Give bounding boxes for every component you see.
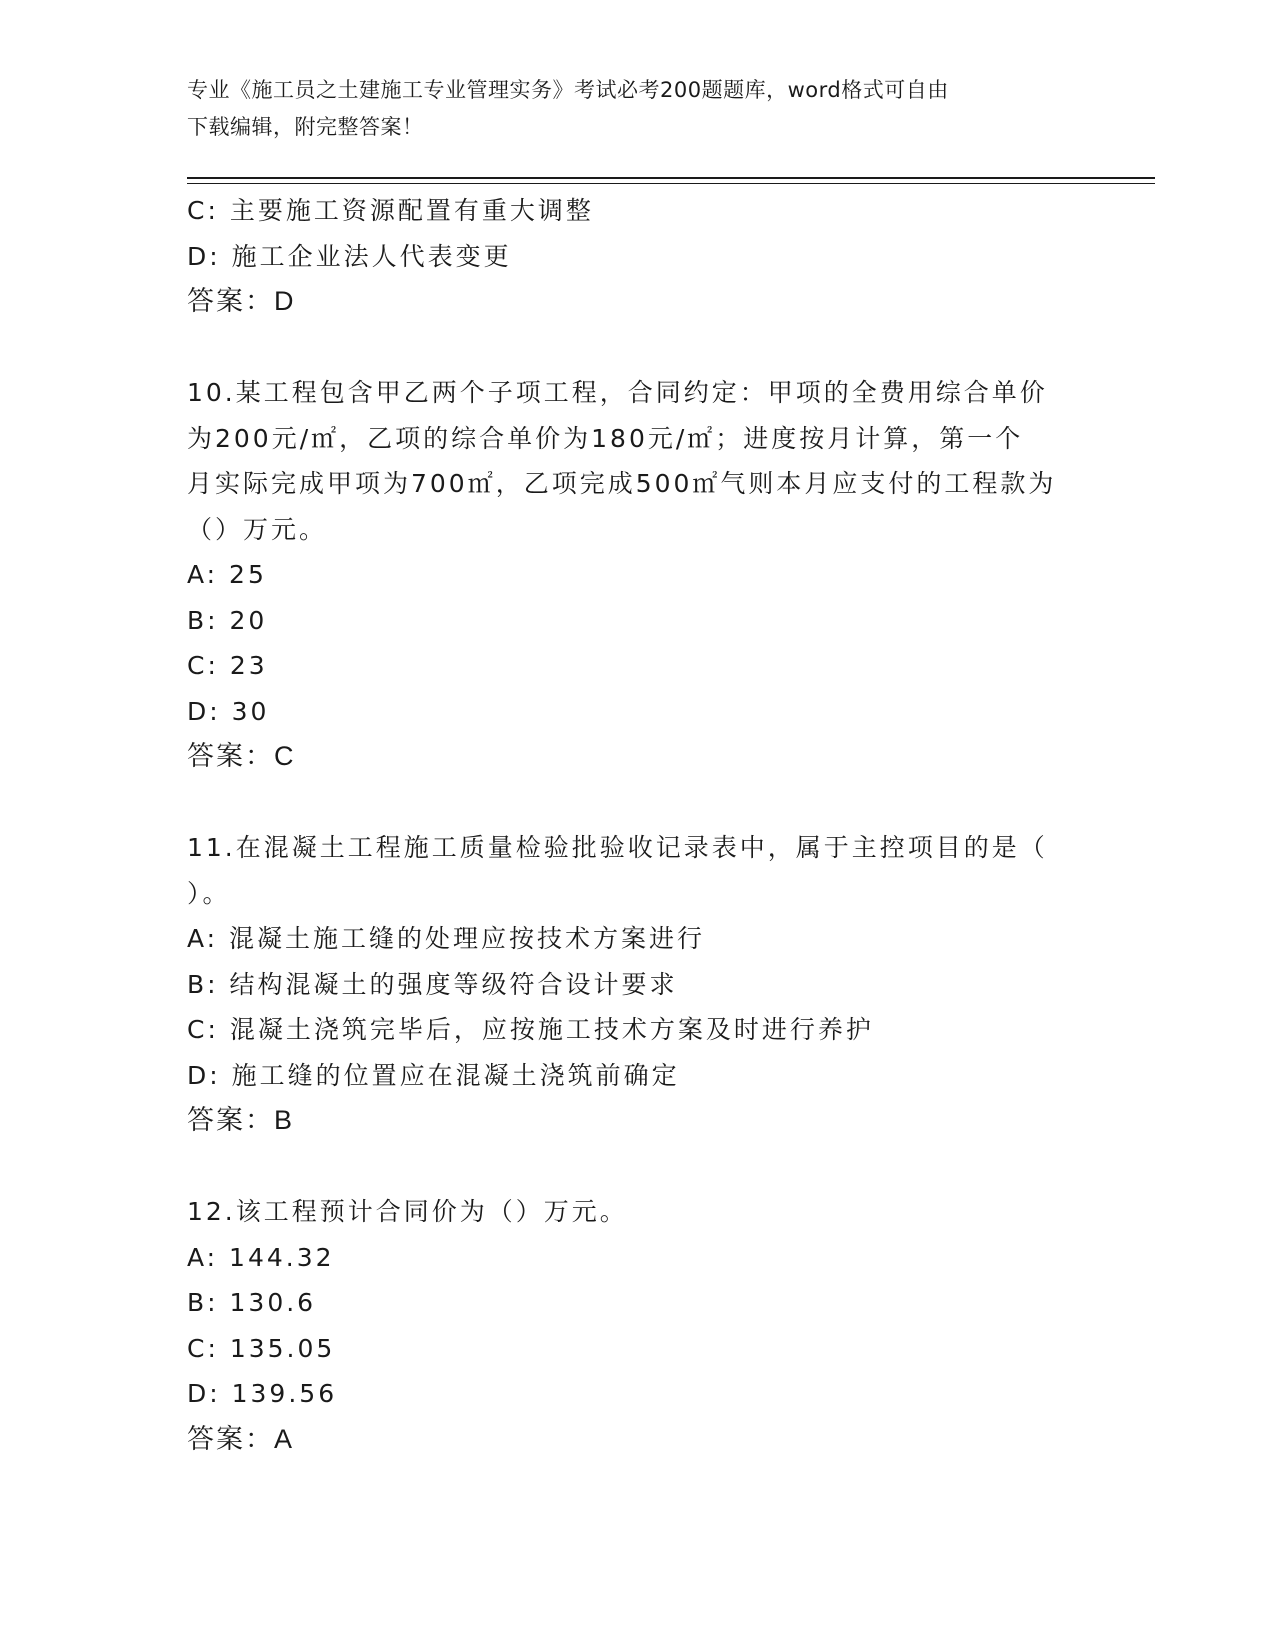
header-rule-thick xyxy=(187,177,1155,179)
question-content xyxy=(187,188,1087,1462)
option-d: D: 139.56 xyxy=(187,1379,338,1408)
question-stem-line: （）万元。 xyxy=(187,514,328,544)
answer-line: 答案：A xyxy=(187,1423,295,1454)
header-line-1: 专业《施工员之土建施工专业管理实务》考试必考200题题库，word格式可自由 xyxy=(187,78,949,102)
answer-line: 答案：D xyxy=(187,286,296,316)
option-a: A: 混凝土施工缝的处理应按技术方案进行 xyxy=(187,924,706,953)
question-12 xyxy=(187,1189,1087,1462)
option-b: B: 130.6 xyxy=(187,1288,317,1317)
header-rule-thin xyxy=(187,183,1155,184)
question-stem-line: 10.某工程包含甲乙两个子项工程，合同约定：甲项的全费用综合单价 xyxy=(187,378,1048,407)
question-stem-line: 月实际完成甲项为700㎡，乙项完成500㎡气则本月应支付的工程款为 xyxy=(187,469,1057,498)
question-11 xyxy=(187,825,1087,1144)
question-stem-line: 为200元/㎡，乙项的综合单价为180元/㎡；进度按月计算，第一个 xyxy=(187,423,1024,453)
option-d: D: 30 xyxy=(187,696,270,726)
answer-line: 答案：C xyxy=(187,741,296,771)
option-c: C: 135.05 xyxy=(187,1333,336,1363)
question-stem-line: 11.在混凝土工程施工质量检验批验收记录表中，属于主控项目的是（ xyxy=(187,833,1048,862)
option-c: C: 23 xyxy=(187,651,268,680)
option-d: D: 施工企业法人代表变更 xyxy=(187,241,512,271)
question-stem-line: ）。 xyxy=(187,878,231,908)
spacer xyxy=(187,1144,1087,1190)
answer-line: 答案：B xyxy=(187,1105,295,1135)
header-line-2: 下载编辑，附完整答案！ xyxy=(187,115,424,139)
prev-question-block xyxy=(187,188,1087,325)
option-c: C: 主要施工资源配置有重大调整 xyxy=(187,196,594,225)
spacer xyxy=(187,325,1087,371)
document-header xyxy=(187,72,1067,146)
option-b: B: 结构混凝土的强度等级符合设计要求 xyxy=(187,969,678,999)
spacer xyxy=(187,780,1087,826)
option-c: C: 混凝土浇筑完毕后，应按施工技术方案及时进行养护 xyxy=(187,1015,874,1044)
option-d: D: 施工缝的位置应在混凝土浇筑前确定 xyxy=(187,1060,680,1090)
question-stem-line: 12.该工程预计合同价为（）万元。 xyxy=(187,1197,628,1226)
option-a: A: 25 xyxy=(187,560,267,589)
question-10 xyxy=(187,370,1087,780)
option-a: A: 144.32 xyxy=(187,1242,335,1272)
option-b: B: 20 xyxy=(187,605,268,635)
